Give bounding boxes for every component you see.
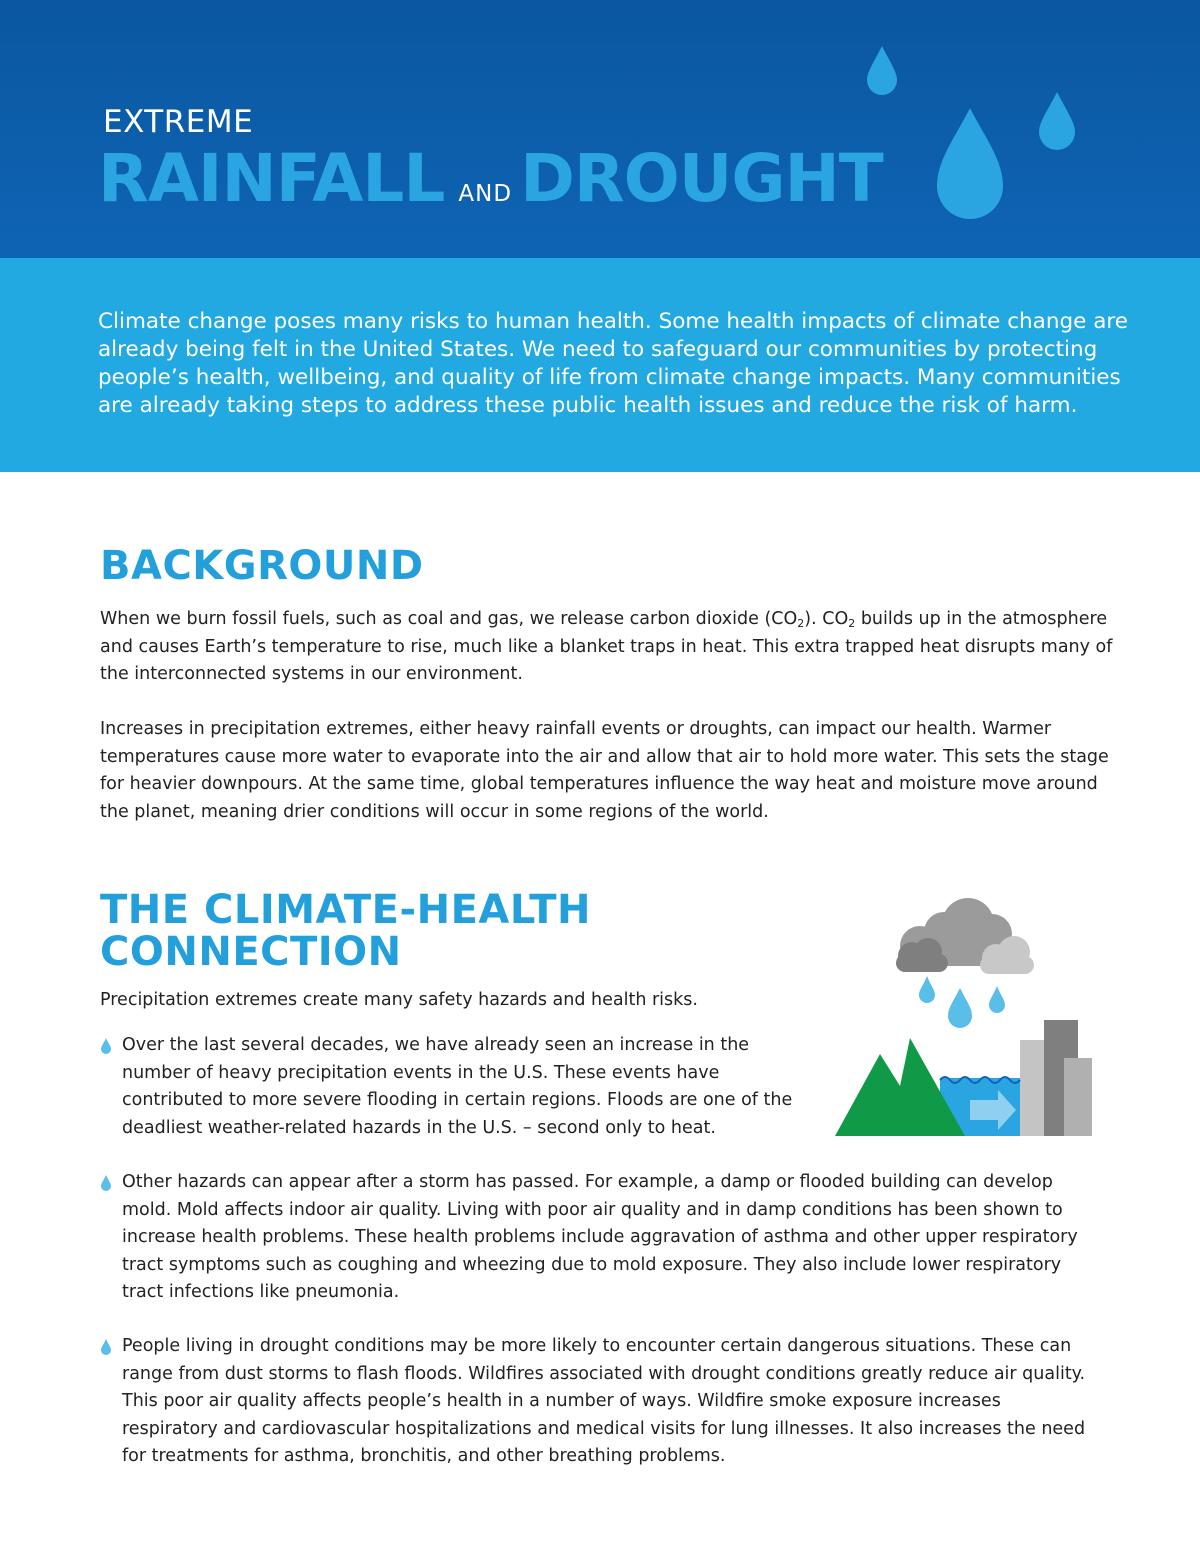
bullet-drop-icon	[100, 1175, 112, 1191]
intro-paragraph: Climate change poses many risks to human health. Some health impacts of climate change are already being felt in the United States. We need to safeguard our communities by protecting people’s health, wellbeing, and quality of life from climate change impacts. Many communities are already taking steps to address these public health issues and reduce the risk of harm.	[98, 309, 1128, 418]
bullet-text: People living in drought conditions may be more likely to encounter certain dangerous situations. These can range from dust storms to flash floods. Wildfires associated with drought conditions greatly reduce air quality. This poor air quality affects people’s health in a number of ways. Wildfire smoke exposure increases respiratory and cardiovascular hospitalizations and medical visits for lung illnesses. It also increases the need for treatments for asthma, bronchitis, and other breathing problems.	[122, 1336, 1086, 1466]
list-item	[100, 1333, 1100, 1471]
background-heading: BACKGROUND	[100, 543, 424, 589]
background-p1-text-c: builds up in the atmosphere and causes Earth’s temperature to rise, much like a blanket traps in heat. This extra trapped heat disrupts many of the interconnected systems in our environment.	[100, 609, 1113, 684]
co2-subscript: 2	[797, 617, 805, 630]
background-paragraph-2: Increases in precipitation extremes, either heavy rainfall events or droughts, can impact our health. Warmer temperatures cause more water to evaporate into the air and allow that air to hold more water. This sets the stage for heavier downpours. At the same time, global temperatures influence the way heat and moisture move around the planet, meaning drier conditions will occur in some regions of the world.	[100, 719, 1109, 822]
background-p1-text-a: When we burn fossil fuels, such as coal and gas, we release carbon dioxide (CO	[100, 609, 798, 629]
raindrop-icon	[989, 986, 1005, 1013]
list-item	[100, 1032, 800, 1142]
title-word-drought: DROUGHT	[520, 140, 883, 217]
raindrop-icon	[937, 108, 1003, 219]
connection-heading-line-2: CONNECTION	[100, 929, 402, 975]
bullet-drop-icon	[100, 1339, 112, 1355]
raindrop-icons	[0, 0, 1200, 258]
connection-lead: Precipitation extremes create many safety hazards and health risks.	[100, 990, 698, 1010]
bullet-text: Other hazards can appear after a storm has passed. For example, a damp or flooded building can develop mold. Mold affects indoor air quality. Living with poor air quality and in damp conditions has been shown to increase health problems. These health problems include aggravation of asthma and other upper respiratory tract symptoms such as coughing and wheezing due to mold exposure. They also include lower respiratory tract infections like pneumonia.	[122, 1172, 1078, 1302]
cloud-icon	[896, 898, 1034, 974]
title-word-rainfall: RAINFALL	[98, 140, 445, 217]
raindrop-icon	[919, 976, 935, 1003]
connection-heading-line-1: THE CLIMATE-HEALTH	[100, 887, 591, 933]
raindrop-icon	[867, 46, 897, 95]
title-word-and: AND	[458, 181, 513, 207]
co2-subscript: 2	[848, 617, 856, 630]
storm-flood-illustration	[830, 890, 1100, 1140]
raindrop-icon	[1039, 92, 1075, 150]
bullet-text: Over the last several decades, we have already seen an increase in the number of heavy precipitation events in the U.S. These events have contributed to more severe flooding in certain regions. Floods are one of the deadliest weather-related hazards in the U.S. – second only to heat.	[122, 1035, 793, 1138]
bullet-drop-icon	[100, 1038, 112, 1054]
header-banner	[0, 0, 1200, 258]
list-item	[100, 1169, 1100, 1307]
raindrop-icon	[948, 988, 972, 1028]
background-p1-text-b: ). CO	[804, 609, 849, 629]
background-paragraph-1	[100, 606, 1130, 689]
title-kicker: EXTREME	[103, 104, 254, 140]
